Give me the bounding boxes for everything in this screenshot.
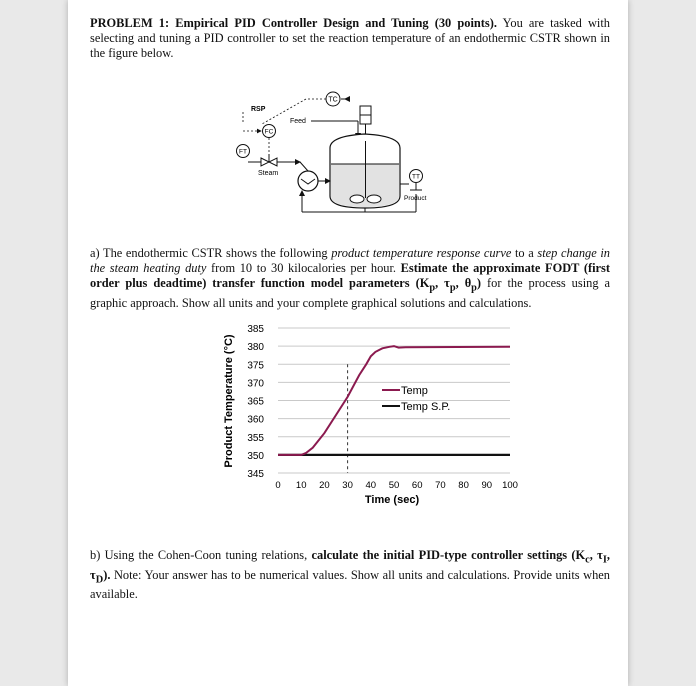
y-tick-label: 355 [247,432,264,444]
x-tick-label: 60 [411,480,423,491]
feed-label: Feed [290,118,306,125]
tt-transmitter [410,170,423,183]
temperature-response-chart [68,318,628,518]
y-tick-label: 385 [247,324,264,335]
cstr-diagram [68,86,628,226]
y-tick-label: 345 [247,469,264,480]
problem-intro: PROBLEM 1: Empirical PID Controller Design and Tuning (30 points). You are tasked with selecting and tuning a PID controller to set the reaction temperature of an endothermic CSTR shown in the figure below. [90,16,610,61]
x-tick-label: 100 [502,480,518,491]
x-tick-label: 40 [365,480,377,491]
svg-text:TT: TT [412,173,420,181]
x-tick-label: 10 [295,480,307,491]
x-tick-label: 80 [458,480,469,491]
svg-text:FT: FT [239,148,247,156]
y-tick-label: 350 [247,450,264,462]
x-tick-label: 50 [388,480,400,491]
tc-controller [326,92,340,106]
part-b-text: b) Using the Cohen-Coon tuning relations, calculate the initial PID-type controller settings ($K_c$, $\tau_I$, $\tau_D$). Note: Your answer has to be numerical values. Show all units and calculations. Provide units when available. [90,548,610,602]
document-page [68,0,628,686]
x-tick-label: 90 [481,480,493,491]
heat-exchanger-icon [298,171,318,191]
problem-heading: PROBLEM 1: Empirical PID Controller Design and Tuning (30 points). [90,16,497,30]
x-tick-label: 0 [275,480,281,491]
svg-text:TC: TC [328,96,338,104]
svg-text:FC: FC [264,128,274,136]
product-label: Product [404,195,427,202]
y-tick-label: 380 [247,342,264,354]
x-tick-label: 20 [319,480,330,491]
y-tick-label: 360 [247,414,264,426]
steam-label: Steam [258,170,279,177]
legend-label: Temp S.P. [401,401,451,413]
y-axis-label: Product Temperature (°C) [223,334,235,468]
x-tick-label: 30 [342,480,353,491]
ft-transmitter [237,145,250,158]
y-tick-label: 370 [247,378,264,390]
x-tick-label: 70 [435,480,446,491]
y-tick-label: 365 [247,396,264,408]
part-a-text: a) The endothermic CSTR shows the following product temperature response curve to a step change in the steam heating duty from 10 to 30 kilocalories per hour. Estimate the approximate FODT (first order plus deadtime) transfer function model parameters ($K_p$, $\tau_p$, $\theta_p$) for the process using a graphic approach. Show all units and your complete graphical solutions and calculations. [90,246,610,311]
fc-controller [263,125,276,138]
rsp-label: RSP [251,106,266,113]
x-axis-label: Time (sec) [364,494,420,506]
legend-label: Temp [401,385,428,397]
y-tick-label: 375 [247,360,264,372]
